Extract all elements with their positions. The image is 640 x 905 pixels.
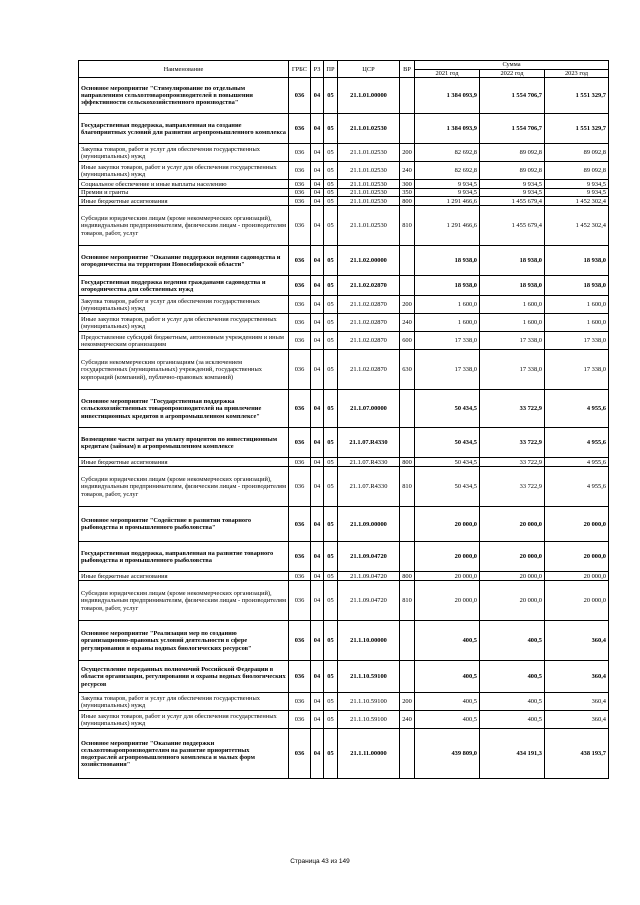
budget-table-page: [78, 60, 608, 779]
row-vr: [400, 246, 415, 276]
row-pr: 05: [324, 428, 338, 458]
row-rz: 04: [311, 542, 324, 572]
row-sum-2023: 20 000,0: [545, 507, 609, 542]
row-name: Основное мероприятие "Оказание поддержки сельхозтоваропроизводителям на развитие приоритетных подотраслей агропромышленного комплекса и малых форм хозяйствования": [79, 729, 289, 779]
row-sum-2022: 89 092,8: [480, 144, 545, 162]
row-sum-2023: 89 092,8: [545, 162, 609, 180]
row-name: Государственная поддержка, направленная на развитие товарного рыбоводства и промышленного рыболовства: [79, 542, 289, 572]
row-sum-2023: 1 551 329,7: [545, 78, 609, 114]
row-sum-2021: 9 934,5: [415, 189, 480, 197]
row-sum-2021: 400,5: [415, 621, 480, 661]
row-sum-2022: 1 600,0: [480, 314, 545, 332]
row-vr: 200: [400, 296, 415, 314]
row-csr: 21.1.07.R4330: [338, 428, 400, 458]
table-row: [79, 390, 609, 428]
row-sum-2021: 17 338,0: [415, 332, 480, 350]
row-vr: 240: [400, 162, 415, 180]
table-row: [79, 246, 609, 276]
row-name: Субсидии юридическим лицам (кроме некоммерческих организаций), индивидуальным предпринимателям, физическим лицам - производителям товаров, работ, услуг: [79, 206, 289, 246]
row-vr: [400, 621, 415, 661]
row-grbs: 036: [289, 114, 311, 144]
row-pr: 05: [324, 276, 338, 296]
col-header-grbs: ГРБС: [289, 61, 311, 78]
col-header-name: Наименование: [79, 61, 289, 78]
row-csr: 21.1.10.59100: [338, 711, 400, 729]
row-vr: 810: [400, 467, 415, 507]
row-grbs: 036: [289, 621, 311, 661]
row-vr: [400, 542, 415, 572]
table-row: [79, 314, 609, 332]
row-name: Субсидии юридическим лицам (кроме некоммерческих организаций), индивидуальным предпринимателям, физическим лицам - производителям товаров, работ, услуг: [79, 581, 289, 621]
row-rz: 04: [311, 246, 324, 276]
row-vr: 300: [400, 180, 415, 189]
row-sum-2023: 438 193,7: [545, 729, 609, 779]
table-row: [79, 350, 609, 390]
row-sum-2021: 18 938,0: [415, 276, 480, 296]
row-pr: 05: [324, 572, 338, 581]
row-csr: 21.1.10.59100: [338, 693, 400, 711]
row-pr: 05: [324, 729, 338, 779]
row-csr: 21.1.02.02870: [338, 332, 400, 350]
row-csr: 21.1.07.00000: [338, 390, 400, 428]
row-sum-2022: 89 092,8: [480, 162, 545, 180]
row-sum-2023: 18 938,0: [545, 246, 609, 276]
row-grbs: 036: [289, 458, 311, 467]
table-row: [79, 581, 609, 621]
row-sum-2022: 18 938,0: [480, 276, 545, 296]
row-pr: 05: [324, 78, 338, 114]
row-sum-2021: 400,5: [415, 661, 480, 693]
row-csr: 21.1.10.59100: [338, 661, 400, 693]
row-name: Иные закупки товаров, работ и услуг для обеспечения государственных (муниципальных) нужд: [79, 162, 289, 180]
row-rz: 04: [311, 180, 324, 189]
row-name: Закупка товаров, работ и услуг для обеспечения государственных (муниципальных) нужд: [79, 296, 289, 314]
row-sum-2022: 9 934,5: [480, 180, 545, 189]
row-sum-2022: 33 722,9: [480, 428, 545, 458]
row-pr: 05: [324, 661, 338, 693]
row-sum-2023: 1 600,0: [545, 314, 609, 332]
row-rz: 04: [311, 711, 324, 729]
row-grbs: 036: [289, 572, 311, 581]
row-sum-2023: 1 452 302,4: [545, 206, 609, 246]
row-vr: 240: [400, 314, 415, 332]
row-vr: [400, 114, 415, 144]
row-grbs: 036: [289, 276, 311, 296]
col-header-sum: Сумма: [415, 61, 609, 70]
row-pr: 05: [324, 332, 338, 350]
budget-table: [78, 60, 609, 779]
row-csr: 21.1.09.04720: [338, 542, 400, 572]
row-grbs: 036: [289, 332, 311, 350]
row-sum-2023: 17 338,0: [545, 332, 609, 350]
row-vr: [400, 78, 415, 114]
row-csr: 21.1.02.00000: [338, 246, 400, 276]
row-sum-2023: 1 452 302,4: [545, 197, 609, 206]
row-name: Основное мероприятие "Содействие в развитии товарного рыбоводства и промышленного рыболовства": [79, 507, 289, 542]
row-pr: 05: [324, 189, 338, 197]
row-grbs: 036: [289, 542, 311, 572]
row-grbs: 036: [289, 162, 311, 180]
row-grbs: 036: [289, 144, 311, 162]
row-sum-2022: 9 934,5: [480, 189, 545, 197]
row-pr: 05: [324, 180, 338, 189]
row-sum-2021: 50 434,5: [415, 390, 480, 428]
row-sum-2021: 439 809,0: [415, 729, 480, 779]
row-csr: 21.1.02.02870: [338, 296, 400, 314]
row-rz: 04: [311, 458, 324, 467]
row-grbs: 036: [289, 296, 311, 314]
row-csr: 21.1.09.04720: [338, 572, 400, 581]
row-name: Основное мероприятие "Государственная поддержка сельскохозяйственных товаропроизводителей на привлечение инвестиционных кредитов в агропромышленном комплексе": [79, 390, 289, 428]
row-pr: 05: [324, 206, 338, 246]
row-sum-2023: 360,4: [545, 711, 609, 729]
row-rz: 04: [311, 162, 324, 180]
table-row: [79, 332, 609, 350]
row-sum-2022: 17 338,0: [480, 332, 545, 350]
col-header-rz: РЗ: [311, 61, 324, 78]
row-grbs: 036: [289, 189, 311, 197]
row-sum-2022: 20 000,0: [480, 542, 545, 572]
row-pr: 05: [324, 581, 338, 621]
table-row: [79, 711, 609, 729]
table-row: [79, 78, 609, 114]
table-row: [79, 197, 609, 206]
row-grbs: 036: [289, 507, 311, 542]
row-sum-2022: 1 455 679,4: [480, 206, 545, 246]
row-sum-2022: 1 600,0: [480, 296, 545, 314]
row-vr: 350: [400, 189, 415, 197]
row-sum-2023: 9 934,5: [545, 189, 609, 197]
row-csr: 21.1.09.04720: [338, 581, 400, 621]
row-sum-2021: 20 000,0: [415, 581, 480, 621]
table-row: [79, 661, 609, 693]
row-sum-2022: 20 000,0: [480, 581, 545, 621]
row-name: Иные бюджетные ассигнования: [79, 458, 289, 467]
row-csr: 21.1.11.00000: [338, 729, 400, 779]
row-csr: 21.1.01.02530: [338, 197, 400, 206]
row-sum-2022: 400,5: [480, 661, 545, 693]
row-vr: 600: [400, 332, 415, 350]
table-row: [79, 162, 609, 180]
row-grbs: 036: [289, 581, 311, 621]
row-sum-2021: 1 600,0: [415, 296, 480, 314]
table-row: [79, 144, 609, 162]
row-sum-2022: 1 554 706,7: [480, 78, 545, 114]
row-csr: 21.1.01.02530: [338, 189, 400, 197]
row-csr: 21.1.01.02530: [338, 144, 400, 162]
row-rz: 04: [311, 350, 324, 390]
row-vr: 800: [400, 197, 415, 206]
row-rz: 04: [311, 390, 324, 428]
row-pr: 05: [324, 296, 338, 314]
row-rz: 04: [311, 467, 324, 507]
row-rz: 04: [311, 314, 324, 332]
row-sum-2023: 89 092,8: [545, 144, 609, 162]
row-rz: 04: [311, 296, 324, 314]
row-name: Закупка товаров, работ и услуг для обеспечения государственных (муниципальных) нужд: [79, 144, 289, 162]
row-rz: 04: [311, 78, 324, 114]
row-grbs: 036: [289, 314, 311, 332]
row-rz: 04: [311, 144, 324, 162]
row-sum-2023: 20 000,0: [545, 572, 609, 581]
table-row: [79, 276, 609, 296]
row-sum-2022: 18 938,0: [480, 246, 545, 276]
row-rz: 04: [311, 332, 324, 350]
row-sum-2022: 434 191,3: [480, 729, 545, 779]
row-pr: 05: [324, 467, 338, 507]
row-pr: 05: [324, 621, 338, 661]
row-sum-2023: 4 955,6: [545, 428, 609, 458]
row-csr: 21.1.01.02530: [338, 162, 400, 180]
row-grbs: 036: [289, 390, 311, 428]
row-pr: 05: [324, 458, 338, 467]
row-sum-2022: 33 722,9: [480, 390, 545, 428]
row-name: Осуществление переданных полномочий Российской Федерации в области организации, регулирования и охраны водных биологических ресурсов: [79, 661, 289, 693]
row-csr: 21.1.01.00000: [338, 78, 400, 114]
row-rz: 04: [311, 507, 324, 542]
row-vr: 810: [400, 206, 415, 246]
row-pr: 05: [324, 314, 338, 332]
row-name: Закупка товаров, работ и услуг для обеспечения государственных (муниципальных) нужд: [79, 693, 289, 711]
row-sum-2021: 82 692,8: [415, 144, 480, 162]
row-pr: 05: [324, 390, 338, 428]
row-rz: 04: [311, 729, 324, 779]
row-csr: 21.1.02.02870: [338, 350, 400, 390]
col-header-2023: 2023 год: [545, 70, 609, 78]
row-csr: 21.1.09.00000: [338, 507, 400, 542]
row-sum-2023: 360,4: [545, 621, 609, 661]
row-sum-2023: 9 934,5: [545, 180, 609, 189]
row-name: Социальное обеспечение и иные выплаты населению: [79, 180, 289, 189]
row-sum-2021: 82 692,8: [415, 162, 480, 180]
row-pr: 05: [324, 162, 338, 180]
row-name: Иные закупки товаров, работ и услуг для обеспечения государственных (муниципальных) нужд: [79, 711, 289, 729]
row-sum-2023: 17 338,0: [545, 350, 609, 390]
row-vr: [400, 729, 415, 779]
row-name: Возмещение части затрат на уплату процентов по инвестиционным кредитам (займам) в агропромышленном комплексе: [79, 428, 289, 458]
row-grbs: 036: [289, 428, 311, 458]
row-rz: 04: [311, 621, 324, 661]
row-pr: 05: [324, 711, 338, 729]
row-sum-2021: 20 000,0: [415, 542, 480, 572]
row-name: Иные закупки товаров, работ и услуг для обеспечения государственных (муниципальных) нужд: [79, 314, 289, 332]
row-sum-2021: 17 338,0: [415, 350, 480, 390]
row-sum-2022: 33 722,9: [480, 458, 545, 467]
table-row: [79, 621, 609, 661]
row-rz: 04: [311, 114, 324, 144]
row-rz: 04: [311, 581, 324, 621]
row-sum-2021: 1 600,0: [415, 314, 480, 332]
row-rz: 04: [311, 661, 324, 693]
table-row: [79, 507, 609, 542]
row-sum-2021: 18 938,0: [415, 246, 480, 276]
row-sum-2022: 17 338,0: [480, 350, 545, 390]
col-header-vr: ВР: [400, 61, 415, 78]
row-name: Иные бюджетные ассигнования: [79, 197, 289, 206]
row-vr: [400, 276, 415, 296]
row-sum-2021: 1 291 466,6: [415, 197, 480, 206]
row-name: Субсидии юридическим лицам (кроме некоммерческих организаций), индивидуальным предпринимателям, физическим лицам - производителям товаров, работ, услуг: [79, 467, 289, 507]
row-sum-2022: 400,5: [480, 711, 545, 729]
row-sum-2023: 20 000,0: [545, 581, 609, 621]
row-sum-2023: 20 000,0: [545, 542, 609, 572]
row-name: Основное мероприятие "Стимулирование по отдельным направлениям сельхозтоваропроизводителей в повышении эффективности сельскохозяйственного производства": [79, 78, 289, 114]
row-sum-2023: 360,4: [545, 661, 609, 693]
row-sum-2022: 400,5: [480, 621, 545, 661]
row-name: Иные бюджетные ассигнования: [79, 572, 289, 581]
page-number: Страница 43 из 149: [290, 858, 350, 865]
row-grbs: 036: [289, 350, 311, 390]
row-vr: 200: [400, 693, 415, 711]
row-sum-2022: 400,5: [480, 693, 545, 711]
row-sum-2023: 4 955,6: [545, 467, 609, 507]
table-row: [79, 467, 609, 507]
row-grbs: 036: [289, 467, 311, 507]
row-csr: 21.1.10.00000: [338, 621, 400, 661]
table-row: [79, 458, 609, 467]
row-sum-2021: 1 384 093,9: [415, 114, 480, 144]
row-vr: 800: [400, 458, 415, 467]
row-pr: 05: [324, 542, 338, 572]
row-vr: 200: [400, 144, 415, 162]
row-sum-2022: 20 000,0: [480, 507, 545, 542]
table-row: [79, 542, 609, 572]
row-rz: 04: [311, 189, 324, 197]
row-grbs: 036: [289, 661, 311, 693]
row-vr: [400, 661, 415, 693]
row-pr: 05: [324, 246, 338, 276]
row-vr: [400, 390, 415, 428]
row-name: Основное мероприятие "Оказание поддержки ведения садоводства и огородничества на территории Новосибирской области": [79, 246, 289, 276]
col-header-csr: ЦСР: [338, 61, 400, 78]
row-vr: 810: [400, 581, 415, 621]
row-sum-2022: 1 554 706,7: [480, 114, 545, 144]
row-pr: 05: [324, 693, 338, 711]
row-sum-2023: 18 938,0: [545, 276, 609, 296]
row-pr: 05: [324, 114, 338, 144]
row-sum-2022: 20 000,0: [480, 572, 545, 581]
row-pr: 05: [324, 144, 338, 162]
table-row: [79, 572, 609, 581]
row-csr: 21.1.01.02530: [338, 180, 400, 189]
row-sum-2021: 20 000,0: [415, 572, 480, 581]
table-row: [79, 693, 609, 711]
row-sum-2021: 50 434,5: [415, 428, 480, 458]
row-name: Предоставление субсидий бюджетным, автономным учреждениям и иным некоммерческим организациям: [79, 332, 289, 350]
row-grbs: 036: [289, 180, 311, 189]
row-csr: 21.1.07.R4330: [338, 458, 400, 467]
row-csr: 21.1.02.02870: [338, 314, 400, 332]
row-sum-2022: 33 722,9: [480, 467, 545, 507]
row-sum-2021: 9 934,5: [415, 180, 480, 189]
row-grbs: 036: [289, 246, 311, 276]
row-name: Премии и гранты: [79, 189, 289, 197]
row-sum-2021: 1 291 466,6: [415, 206, 480, 246]
budget-table-body: [79, 78, 609, 779]
row-rz: 04: [311, 572, 324, 581]
row-vr: [400, 428, 415, 458]
row-grbs: 036: [289, 711, 311, 729]
row-sum-2021: 400,5: [415, 693, 480, 711]
col-header-pr: ПР: [324, 61, 338, 78]
row-name: Основное мероприятие "Реализация мер по созданию организационно-правовых условий деятельности в сфере регулирования и охраны водных биологических ресурсов": [79, 621, 289, 661]
row-vr: 240: [400, 711, 415, 729]
row-vr: 630: [400, 350, 415, 390]
row-pr: 05: [324, 350, 338, 390]
row-sum-2023: 4 955,6: [545, 390, 609, 428]
row-sum-2023: 1 600,0: [545, 296, 609, 314]
row-sum-2022: 1 455 679,4: [480, 197, 545, 206]
row-sum-2021: 50 434,5: [415, 458, 480, 467]
row-csr: 21.1.07.R4330: [338, 467, 400, 507]
table-row: [79, 428, 609, 458]
row-grbs: 036: [289, 729, 311, 779]
row-sum-2023: 4 955,6: [545, 458, 609, 467]
col-header-2021: 2021 год: [415, 70, 480, 78]
row-rz: 04: [311, 428, 324, 458]
row-grbs: 036: [289, 197, 311, 206]
row-pr: 05: [324, 507, 338, 542]
row-csr: 21.1.01.02530: [338, 114, 400, 144]
table-row: [79, 296, 609, 314]
row-sum-2021: 1 384 093,9: [415, 78, 480, 114]
table-row: [79, 206, 609, 246]
table-row: [79, 729, 609, 779]
row-grbs: 036: [289, 206, 311, 246]
row-vr: [400, 507, 415, 542]
row-name: Субсидии некоммерческим организациям (за исключением государственных (муниципальных) учреждений, государственных корпораций (компаний), публично-правовых компаний): [79, 350, 289, 390]
col-header-2022: 2022 год: [480, 70, 545, 78]
row-csr: 21.1.01.02530: [338, 206, 400, 246]
row-csr: 21.1.02.02870: [338, 276, 400, 296]
row-sum-2021: 400,5: [415, 711, 480, 729]
row-sum-2021: 20 000,0: [415, 507, 480, 542]
row-rz: 04: [311, 206, 324, 246]
table-row: [79, 114, 609, 144]
row-vr: 800: [400, 572, 415, 581]
row-rz: 04: [311, 693, 324, 711]
row-name: Государственная поддержка, направленная на создание благоприятных условий для развития агропромышленного комплекса: [79, 114, 289, 144]
row-sum-2023: 1 551 329,7: [545, 114, 609, 144]
row-name: Государственная поддержка ведения гражданами садоводства и огородничества для собственных нужд: [79, 276, 289, 296]
row-grbs: 036: [289, 78, 311, 114]
row-rz: 04: [311, 276, 324, 296]
table-row: [79, 180, 609, 189]
row-sum-2023: 360,4: [545, 693, 609, 711]
row-pr: 05: [324, 197, 338, 206]
table-row: [79, 189, 609, 197]
row-rz: 04: [311, 197, 324, 206]
row-grbs: 036: [289, 693, 311, 711]
row-sum-2021: 50 434,5: [415, 467, 480, 507]
